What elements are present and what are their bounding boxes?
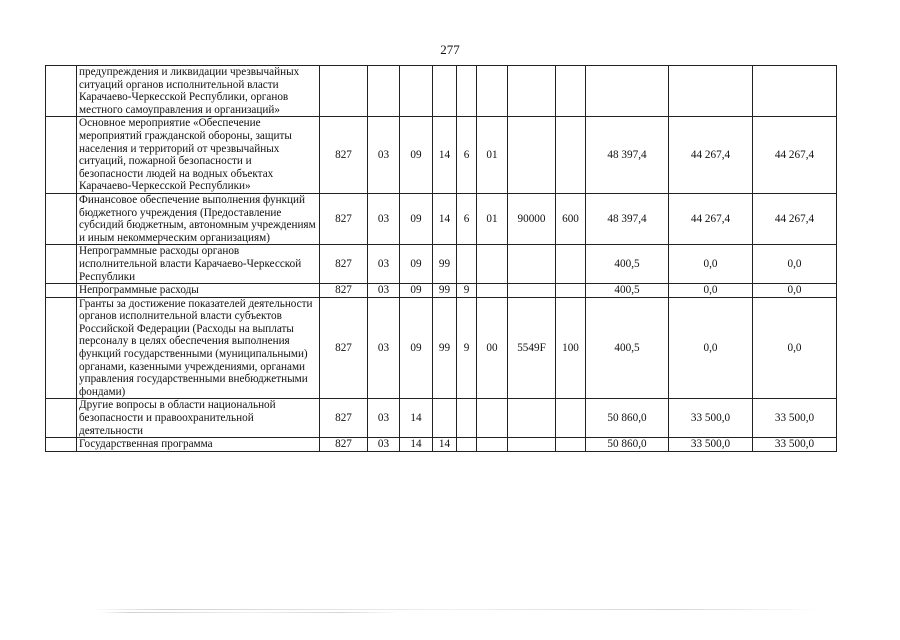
ministry-code-cell: 827 <box>320 284 368 298</box>
direction-code-cell: 90000 <box>508 193 556 244</box>
amount-year-3-cell: 33 500,0 <box>753 438 837 452</box>
subprogram-code-cell <box>457 399 477 438</box>
table-row <box>46 117 837 194</box>
amount-year-1-cell: 400,5 <box>586 284 669 298</box>
amount-year-3-cell: 0,0 <box>753 284 837 298</box>
amount-year-2-cell: 0,0 <box>669 297 753 399</box>
page-number: 277 <box>440 42 460 57</box>
program-code-cell <box>433 66 457 117</box>
expense-type-code-cell: 600 <box>556 193 586 244</box>
subprogram-code-cell <box>457 66 477 117</box>
table-row <box>46 438 837 452</box>
row-name-cell: Гранты за достижение показателей деятельности органов исполнительной власти субъектов Российской Федерации (Расходы на выплаты персоналу в целях обеспечения выполнения функций государственными (муниципальными) органами, казенными учреждениями, органами управления государственными внебюджетными фондами) <box>77 297 320 399</box>
event-code-cell <box>477 245 508 284</box>
amount-year-3-cell: 44 267,4 <box>753 193 837 244</box>
subsection-code-cell <box>400 66 433 117</box>
event-code-cell: 01 <box>477 193 508 244</box>
ministry-code-cell: 827 <box>320 193 368 244</box>
table-row <box>46 399 837 438</box>
empty-index-cell <box>46 438 77 452</box>
subprogram-code-cell <box>457 438 477 452</box>
table-row <box>46 297 837 399</box>
row-name-cell: Финансовое обеспечение выполнения функций бюджетного учреждения (Предоставление субсидий бюджетным, автономным учреждениям и иным некоммерческим организациям) <box>77 193 320 244</box>
amount-year-1-cell: 400,5 <box>586 245 669 284</box>
empty-index-cell <box>46 297 77 399</box>
empty-index-cell <box>46 245 77 284</box>
program-code-cell <box>433 399 457 438</box>
section-code-cell: 03 <box>368 399 400 438</box>
amount-year-2-cell: 33 500,0 <box>669 399 753 438</box>
program-code-cell: 14 <box>433 117 457 194</box>
section-code-cell: 03 <box>368 438 400 452</box>
subsection-code-cell: 14 <box>400 399 433 438</box>
amount-year-3-cell: 44 267,4 <box>753 117 837 194</box>
section-code-cell <box>368 66 400 117</box>
ministry-code-cell: 827 <box>320 117 368 194</box>
subprogram-code-cell <box>457 245 477 284</box>
empty-index-cell <box>46 117 77 194</box>
ministry-code-cell: 827 <box>320 297 368 399</box>
empty-index-cell <box>46 399 77 438</box>
section-code-cell: 03 <box>368 284 400 298</box>
expense-type-code-cell: 100 <box>556 297 586 399</box>
empty-index-cell <box>46 193 77 244</box>
direction-code-cell <box>508 117 556 194</box>
expense-type-code-cell <box>556 438 586 452</box>
row-name-cell: Основное мероприятие «Обеспечение мероприятий гражданской обороны, защиты населения и территорий от чрезвычайных ситуаций, пожарной безопасности и безопасности людей на водных объектах Карачаево-Черкесской Республики» <box>77 117 320 194</box>
ministry-code-cell: 827 <box>320 399 368 438</box>
amount-year-2-cell <box>669 66 753 117</box>
ministry-code-cell: 827 <box>320 438 368 452</box>
expense-type-code-cell <box>556 284 586 298</box>
program-code-cell: 99 <box>433 284 457 298</box>
direction-code-cell: 5549F <box>508 297 556 399</box>
section-code-cell: 03 <box>368 193 400 244</box>
subsection-code-cell: 09 <box>400 284 433 298</box>
event-code-cell <box>477 66 508 117</box>
table-row <box>46 284 837 298</box>
event-code-cell: 01 <box>477 117 508 194</box>
amount-year-3-cell <box>753 66 837 117</box>
amount-year-2-cell: 44 267,4 <box>669 193 753 244</box>
amount-year-1-cell: 50 860,0 <box>586 399 669 438</box>
row-name-cell: Государственная программа <box>77 438 320 452</box>
subprogram-code-cell: 9 <box>457 284 477 298</box>
direction-code-cell <box>508 245 556 284</box>
event-code-cell <box>477 438 508 452</box>
table-row <box>46 245 837 284</box>
subsection-code-cell: 14 <box>400 438 433 452</box>
section-code-cell: 03 <box>368 245 400 284</box>
expense-type-code-cell <box>556 245 586 284</box>
direction-code-cell <box>508 438 556 452</box>
amount-year-1-cell: 48 397,4 <box>586 117 669 194</box>
row-name-cell: Непрограммные расходы <box>77 284 320 298</box>
amount-year-1-cell: 48 397,4 <box>586 193 669 244</box>
expense-type-code-cell <box>556 117 586 194</box>
event-code-cell: 00 <box>477 297 508 399</box>
amount-year-3-cell: 0,0 <box>753 297 837 399</box>
amount-year-2-cell: 44 267,4 <box>669 117 753 194</box>
scan-artifact-line <box>90 609 820 610</box>
amount-year-1-cell: 50 860,0 <box>586 438 669 452</box>
budget-table <box>45 65 837 452</box>
table-row <box>46 193 837 244</box>
amount-year-3-cell: 0,0 <box>753 245 837 284</box>
ministry-code-cell: 827 <box>320 245 368 284</box>
expense-type-code-cell <box>556 66 586 117</box>
program-code-cell: 99 <box>433 245 457 284</box>
amount-year-3-cell: 33 500,0 <box>753 399 837 438</box>
amount-year-1-cell: 400,5 <box>586 297 669 399</box>
subprogram-code-cell: 6 <box>457 117 477 194</box>
subsection-code-cell: 09 <box>400 297 433 399</box>
program-code-cell: 99 <box>433 297 457 399</box>
event-code-cell <box>477 284 508 298</box>
amount-year-2-cell: 0,0 <box>669 284 753 298</box>
empty-index-cell <box>46 66 77 117</box>
section-code-cell: 03 <box>368 297 400 399</box>
scan-artifact-line <box>100 612 400 613</box>
program-code-cell: 14 <box>433 193 457 244</box>
amount-year-2-cell: 33 500,0 <box>669 438 753 452</box>
subsection-code-cell: 09 <box>400 245 433 284</box>
amount-year-1-cell <box>586 66 669 117</box>
subsection-code-cell: 09 <box>400 117 433 194</box>
row-name-cell: предупреждения и ликвидации чрезвычайных ситуаций органов исполнительной власти Карачаево-Черкесской Республики, органов местного самоуправления и организаций» <box>77 66 320 117</box>
row-name-cell: Непрограммные расходы органов исполнительной власти Карачаево-Черкесской Республики <box>77 245 320 284</box>
direction-code-cell <box>508 399 556 438</box>
empty-index-cell <box>46 284 77 298</box>
direction-code-cell <box>508 284 556 298</box>
subsection-code-cell: 09 <box>400 193 433 244</box>
row-name-cell: Другие вопросы в области национальной безопасности и правоохранительной деятельности <box>77 399 320 438</box>
program-code-cell: 14 <box>433 438 457 452</box>
amount-year-2-cell: 0,0 <box>669 245 753 284</box>
expense-type-code-cell <box>556 399 586 438</box>
subprogram-code-cell: 9 <box>457 297 477 399</box>
event-code-cell <box>477 399 508 438</box>
ministry-code-cell <box>320 66 368 117</box>
subprogram-code-cell: 6 <box>457 193 477 244</box>
table-row <box>46 66 837 117</box>
section-code-cell: 03 <box>368 117 400 194</box>
direction-code-cell <box>508 66 556 117</box>
